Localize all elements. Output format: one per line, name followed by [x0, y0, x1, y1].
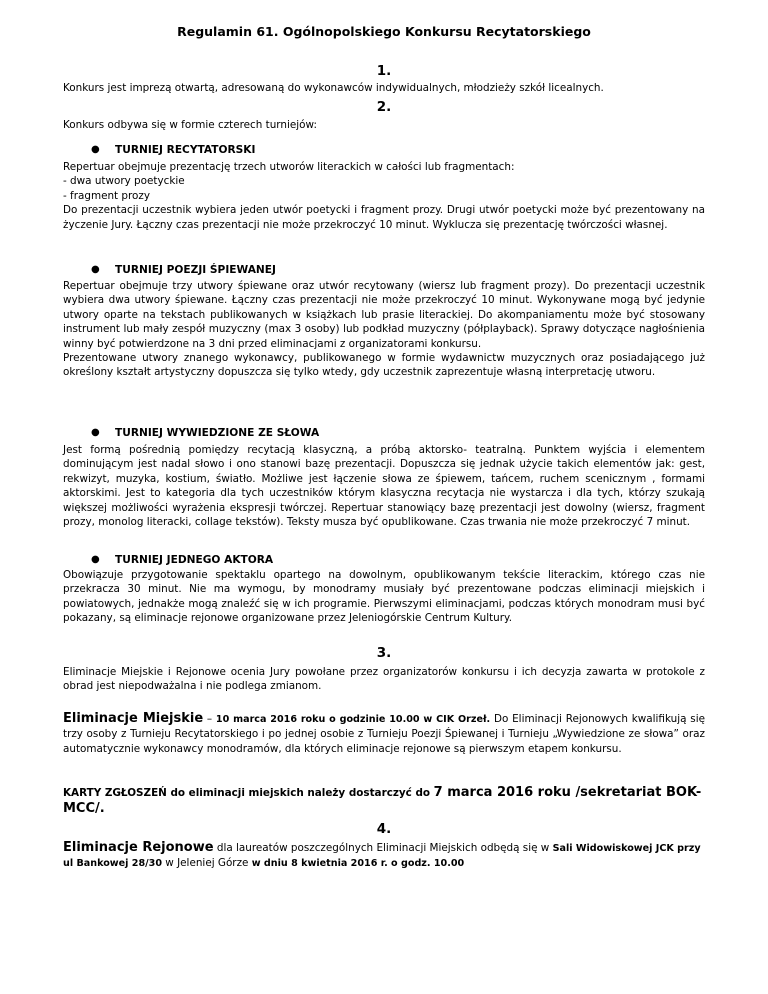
document-title: Regulamin 61. Ogólnopolskiego Konkursu Recytatorskiego	[177, 24, 591, 39]
eliminacje-miejskie-dash: –	[203, 713, 216, 725]
section-1-number: 1.	[376, 63, 392, 79]
bullet-dot-icon: ●	[91, 554, 100, 565]
turniej-poezji-para-2: Prezentowane utwory znanego wykonawcy, publikowanego w formie wydawnictw muzycznych oraz posiadającego już określony kształt artystyczny dopuszcza się tylko wtedy, gdy uczestnik zaprezentuje własną interpretację utworu.	[63, 352, 705, 379]
eliminacje-miejskie-paragraph	[63, 711, 705, 757]
eliminacje-miejskie-rest: Do Eliminacji Rejonowych kwalifikują się trzy osoby z Turnieju Recytatorskiego i po jednej osobie z Turnieju Poezji Śpiewanej i Turnieju „Wywiedzione ze słowa” oraz automatycznie wykonawcy monodramów, dla których eliminacje rejonowe są pierwszym etapem konkursu.	[63, 713, 705, 755]
bullet-turniej-wywiedzione	[91, 426, 320, 440]
turniej-recytatorski-para: Do prezentacji uczestnik wybiera jeden utwór poetycki i fragment prozy. Drugi utwór poetycki może być prezentowany na życzenie Jury. Łączny czas prezentacji nie może przekroczyć 10 minut. Wyklucza się prezentację twórczości własnej.	[63, 204, 705, 231]
turniej-aktora-title: TURNIEJ JEDNEGO AKTORA	[115, 554, 274, 566]
eliminacje-rejonowe-place: Sali Widowiskowej JCK przy ul Bankowej 28/30	[63, 843, 701, 869]
eliminacje-miejskie-date: 10 marca 2016 roku o godzinie 10.00 w CIK Orzeł.	[215, 714, 491, 725]
turniej-poezji-body	[63, 279, 705, 380]
section-4-number: 4.	[376, 821, 392, 837]
eliminacje-rejonowe-text-a: dla laureatów poszczególnych Eliminacji Miejskich odbędą się w	[213, 842, 553, 854]
turniej-wywiedzione-para: Jest formą pośrednią pomiędzy recytacją klasyczną, a próbą aktorsko- teatralną. Punktem wyjścia i elementem dominującym jest nadal słowo i ono stanowi bazę prezentacji. Dopuszcza się jednak użycie takich elementów jak: gest, rekwizyt, muzyka, kostium, światło. Możliwe jest łączenie słowa ze śpiewem, tańcem, ruchem scenicznym , formami aktorskimi. Jest to kategoria dla tych uczestników którym klasyczna recytacja nie wystarcza i dla tych, którzy szukają większej możliwości wyrażenia ekspresji twórczej. Repertuar stanowiący bazę prezentacji jest dowolny (wiersz, fragment prozy, monolog literacki, collage tekstów). Teksty musza być opublikowane. Czas trwania nie może przekroczyć 7 minut.	[63, 444, 705, 529]
bullet-turniej-recytatorski	[91, 143, 256, 157]
eliminacje-rejonowe-date: w dniu 8 kwietnia 2016 r. o godz. 10.00	[251, 858, 465, 869]
turniej-recytatorski-line: - fragment prozy	[63, 189, 151, 202]
turniej-poezji-para-1: Repertuar obejmuje trzy utwory śpiewane oraz utwór recytowany (wiersz lub fragment prozy). Do prezentacji uczestnik wybiera dwa utwory śpiewane. Łączny czas prezentacji nie może przekroczyć 10 minut. Wykonywane mogą być jedynie utwory oparte na tekstach publikowanych w książkach lub prasie literackiej. Do akompaniamentu może być stosowany instrument lub mały zespół muzyczny (max 3 osoby) lub podkład muzyczny (półplayback). Sprawy dotyczące nagłośnienia winny być potwierdzone na 3 dni przed eliminacjami z organizatorami konkursu.	[63, 280, 705, 350]
bullet-dot-icon: ●	[91, 144, 100, 155]
turniej-recytatorski-line: Repertuar obejmuje prezentację trzech utworów literackich w całości lub fragmentach:	[63, 161, 515, 173]
karty-zgloszen-deadline: 7 marca 2016 roku /sekretariat BOK-MCC/.	[63, 785, 702, 816]
turniej-recytatorski-title: TURNIEJ RECYTATORSKI	[115, 144, 256, 156]
section-2-intro: Konkurs odbywa się w formie czterech turniejów:	[63, 119, 317, 131]
section-3-text: Eliminacje Miejskie i Rejonowe ocenia Jury powołane przez organizatorów konkursu i ich decyzja zawarta w protokole z obrad jest niepodważalna i nie podlega zmianom.	[63, 666, 705, 693]
bullet-dot-icon: ●	[91, 264, 100, 275]
section-2-number: 2.	[376, 99, 392, 115]
eliminacje-rejonowe-paragraph	[63, 840, 705, 871]
turniej-wywiedzione-title: TURNIEJ WYWIEDZIONE ZE SŁOWA	[115, 427, 320, 439]
turniej-poezji-title: TURNIEJ POEZJI ŚPIEWANEJ	[115, 264, 276, 276]
turniej-recytatorski-line: - dwa utwory poetyckie	[63, 175, 185, 188]
bullet-turniej-poezji-spiewanej	[91, 263, 276, 277]
turniej-recytatorski-body	[63, 160, 705, 232]
turniej-aktora-para: Obowiązuje przygotowanie spektaklu opartego na dowolnym, opublikowanym tekście literackim, którego czas nie przekracza 30 minut. Nie ma wymogu, by monodramy musiały być prezentowane podczas eliminacji miejskich i powiatowych, jednakże mogą znaleźć się w ich programie. Pierwszymi eliminacjami, podczas których monodram musi być pokazany, są eliminacje rejonowe organizowane przez Jeleniogórskie Centrum Kultury.	[63, 569, 705, 625]
karty-zgloszen-paragraph	[63, 785, 705, 817]
eliminacje-rejonowe-text-b: w Jeleniej Górze	[162, 857, 252, 869]
eliminacje-miejskie-label: Eliminacje Miejskie	[63, 711, 204, 726]
bullet-turniej-jednego-aktora	[91, 553, 274, 567]
eliminacje-rejonowe-label: Eliminacje Rejonowe	[63, 840, 214, 855]
bullet-dot-icon: ●	[91, 427, 100, 438]
karty-zgloszen-lead: KARTY ZGŁOSZEŃ do eliminacji miejskich należy dostarczyć do	[63, 787, 434, 799]
section-3-number: 3.	[376, 645, 392, 661]
section-1-text: Konkurs jest imprezą otwartą, adresowaną do wykonawców indywidualnych, młodzieży szkół licealnych.	[63, 82, 604, 94]
